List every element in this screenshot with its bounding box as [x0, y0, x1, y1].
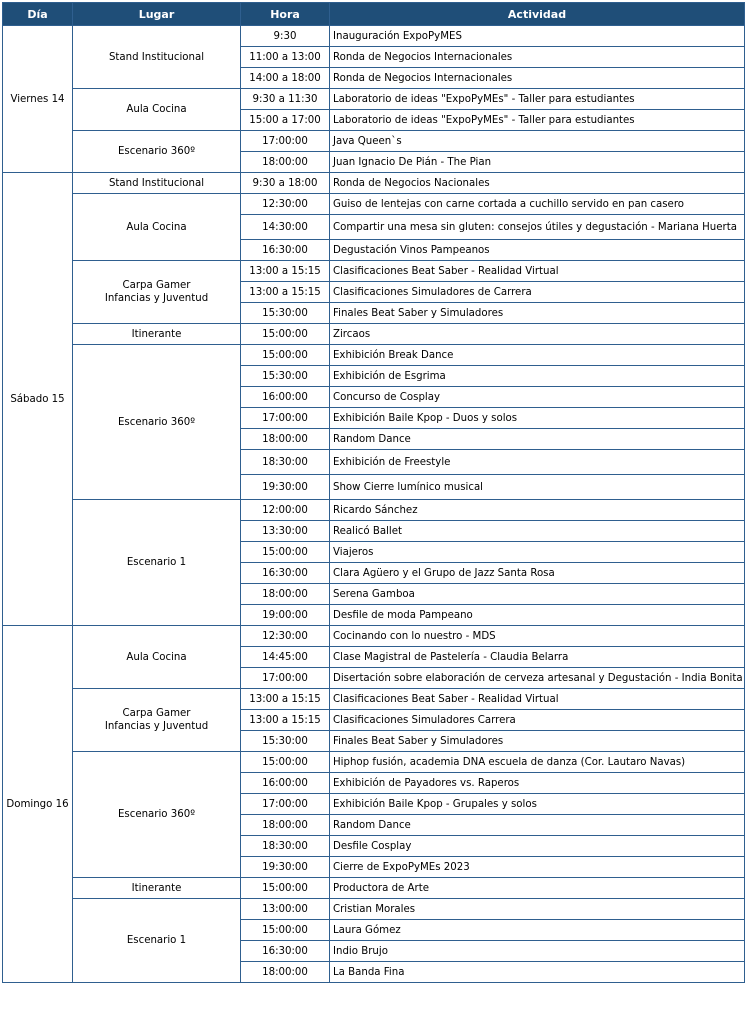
table-row	[3, 26, 745, 47]
time-cell: 15:00:00	[241, 542, 330, 563]
day-cell: Domingo 16	[3, 626, 73, 983]
venue-name-line: Aula Cocina	[126, 104, 187, 115]
venue-cell	[73, 194, 241, 261]
time-cell: 15:30:00	[241, 303, 330, 324]
activity-cell: Clasificaciones Beat Saber - Realidad Virtual	[330, 261, 745, 282]
time-cell: 17:00:00	[241, 131, 330, 152]
time-cell: 18:30:00	[241, 836, 330, 857]
time-cell: 14:30:00	[241, 215, 330, 240]
time-cell: 13:00 a 15:15	[241, 261, 330, 282]
activity-cell: Hiphop fusión, academia DNA escuela de danza (Cor. Lautaro Navas)	[330, 752, 745, 773]
table-row	[3, 173, 745, 194]
venue-name-line: Aula Cocina	[126, 221, 187, 233]
table-row	[3, 324, 745, 345]
time-cell: 17:00:00	[241, 794, 330, 815]
table-row	[3, 626, 745, 647]
time-cell: 12:30:00	[241, 194, 330, 215]
venue-cell	[73, 89, 241, 131]
time-cell: 9:30 a 18:00	[241, 173, 330, 194]
activity-cell: Viajeros	[330, 542, 745, 563]
time-cell: 16:00:00	[241, 773, 330, 794]
table-row	[3, 689, 745, 710]
activity-cell: Clasificaciones Simuladores de Carrera	[330, 282, 745, 303]
time-cell: 13:00:00	[241, 899, 330, 920]
venue-cell	[73, 899, 241, 983]
table-row	[3, 261, 745, 282]
time-cell: 15:00:00	[241, 345, 330, 366]
table-row	[3, 89, 745, 110]
time-cell: 12:30:00	[241, 626, 330, 647]
activity-cell: Degustación Vinos Pampeanos	[330, 240, 745, 261]
time-cell: 14:00 a 18:00	[241, 68, 330, 89]
venue-name-line: Itinerante	[131, 882, 182, 894]
activity-cell: Realicó Ballet	[330, 521, 745, 542]
activity-cell: Ronda de Negocios Nacionales	[330, 173, 745, 194]
venue-name-line: Escenario 1	[126, 557, 187, 568]
activity-cell: Clasificaciones Simuladores Carrera	[330, 710, 745, 731]
venue-name-line: Infancias y Juventud	[104, 293, 209, 304]
time-cell: 15:00:00	[241, 920, 330, 941]
activity-cell: Exhibición de Freestyle	[330, 450, 745, 475]
activity-cell: Finales Beat Saber y Simuladores	[330, 731, 745, 752]
time-cell: 15:00:00	[241, 324, 330, 345]
activity-cell: Cocinando con lo nuestro - MDS	[330, 626, 745, 647]
table-row	[3, 345, 745, 366]
venue-name-line: Stand Institucional	[108, 177, 205, 189]
time-cell: 13:00 a 15:15	[241, 710, 330, 731]
header-row	[3, 3, 745, 26]
venue-name-line: Escenario 360º	[117, 416, 196, 428]
time-cell: 18:30:00	[241, 450, 330, 475]
activity-cell: Clase Magistral de Pastelería - Claudia Belarra	[330, 647, 745, 668]
activity-cell: Zircaos	[330, 324, 745, 345]
activity-cell: Exhibición Baile Kpop - Duos y solos	[330, 408, 745, 429]
activity-cell: Finales Beat Saber y Simuladores	[330, 303, 745, 324]
day-cell: Viernes 14	[3, 26, 73, 173]
table-row	[3, 899, 745, 920]
activity-cell: Random Dance	[330, 815, 745, 836]
venue-name-line: Itinerante	[131, 328, 182, 340]
time-cell: 14:45:00	[241, 647, 330, 668]
venue-cell	[73, 689, 241, 752]
activity-cell: Desfile Cosplay	[330, 836, 745, 857]
time-cell: 13:00 a 15:15	[241, 282, 330, 303]
header-actividad: Actividad	[330, 3, 745, 26]
time-cell: 19:30:00	[241, 857, 330, 878]
table-row	[3, 752, 745, 773]
activity-cell: Exhibición de Esgrima	[330, 366, 745, 387]
activity-cell: Indio Brujo	[330, 941, 745, 962]
time-cell: 16:00:00	[241, 387, 330, 408]
time-cell: 17:00:00	[241, 668, 330, 689]
table-row	[3, 131, 745, 152]
venue-name-line: Infancias y Juventud	[104, 721, 209, 732]
activity-cell: La Banda Fina	[330, 962, 745, 983]
venue-name-line: Carpa Gamer	[122, 280, 191, 291]
time-cell: 18:00:00	[241, 152, 330, 173]
activity-cell: Show Cierre lumínico musical	[330, 475, 745, 500]
time-cell: 15:00 a 17:00	[241, 110, 330, 131]
time-cell: 19:00:00	[241, 605, 330, 626]
time-cell: 15:00:00	[241, 878, 330, 899]
venue-name-line: Aula Cocina	[126, 651, 187, 663]
venue-cell	[73, 26, 241, 89]
time-cell: 18:00:00	[241, 584, 330, 605]
venue-name-line: Stand Institucional	[108, 51, 205, 63]
time-cell: 16:30:00	[241, 563, 330, 584]
venue-cell	[73, 626, 241, 689]
activity-cell: Guiso de lentejas con carne cortada a cuchillo servido en pan casero	[330, 194, 745, 215]
venue-cell	[73, 173, 241, 194]
activity-cell: Laura Gómez	[330, 920, 745, 941]
venue-cell	[73, 500, 241, 626]
venue-cell	[73, 131, 241, 173]
time-cell: 11:00 a 13:00	[241, 47, 330, 68]
activity-cell: Cristian Morales	[330, 899, 745, 920]
time-cell: 9:30 a 11:30	[241, 89, 330, 110]
table-row	[3, 500, 745, 521]
venue-cell	[73, 324, 241, 345]
activity-cell: Laboratorio de ideas "ExpoPyMEs" - Taller para estudiantes	[330, 89, 745, 110]
venue-name-line: Carpa Gamer	[122, 708, 191, 719]
time-cell: 15:30:00	[241, 366, 330, 387]
header-hora: Hora	[241, 3, 330, 26]
activity-cell: Ronda de Negocios Internacionales	[330, 68, 745, 89]
header-lugar: Lugar	[73, 3, 241, 26]
time-cell: 19:30:00	[241, 475, 330, 500]
venue-name-line: Escenario 1	[126, 935, 187, 946]
activity-cell: Clasificaciones Beat Saber - Realidad Virtual	[330, 689, 745, 710]
time-cell: 16:30:00	[241, 240, 330, 261]
activity-cell: Ronda de Negocios Internacionales	[330, 47, 745, 68]
time-cell: 13:00 a 15:15	[241, 689, 330, 710]
activity-cell: Cierre de ExpoPyMEs 2023	[330, 857, 745, 878]
activity-cell: Clara Agüero y el Grupo de Jazz Santa Rosa	[330, 563, 745, 584]
table-row	[3, 194, 745, 215]
time-cell: 15:00:00	[241, 752, 330, 773]
activity-cell: Concurso de Cosplay	[330, 387, 745, 408]
activity-cell: Java Queen`s	[330, 131, 745, 152]
activity-cell: Serena Gamboa	[330, 584, 745, 605]
day-cell: Sábado 15	[3, 173, 73, 626]
venue-name-line: Escenario 360º	[117, 809, 196, 820]
venue-cell	[73, 345, 241, 500]
table-row	[3, 878, 745, 899]
time-cell: 12:00:00	[241, 500, 330, 521]
header-dia: Día	[3, 3, 73, 26]
venue-cell	[73, 752, 241, 878]
activity-cell: Compartir una mesa sin gluten: consejos útiles y degustación - Mariana Huerta	[330, 215, 745, 240]
activity-cell: Ricardo Sánchez	[330, 500, 745, 521]
activity-cell: Disertación sobre elaboración de cerveza artesanal y Degustación - India Bonita	[330, 668, 745, 689]
time-cell: 9:30	[241, 26, 330, 47]
activity-cell: Random Dance	[330, 429, 745, 450]
activity-cell: Productora de Arte	[330, 878, 745, 899]
time-cell: 17:00:00	[241, 408, 330, 429]
activity-cell: Inauguración ExpoPyMES	[330, 26, 745, 47]
time-cell: 13:30:00	[241, 521, 330, 542]
schedule-table	[2, 2, 745, 983]
activity-cell: Exhibición Baile Kpop - Grupales y solos	[330, 794, 745, 815]
time-cell: 18:00:00	[241, 429, 330, 450]
time-cell: 16:30:00	[241, 941, 330, 962]
activity-cell: Desfile de moda Pampeano	[330, 605, 745, 626]
time-cell: 18:00:00	[241, 815, 330, 836]
activity-cell: Juan Ignacio De Pián - The Pian	[330, 152, 745, 173]
activity-cell: Laboratorio de ideas "ExpoPyMEs" - Taller para estudiantes	[330, 110, 745, 131]
time-cell: 15:30:00	[241, 731, 330, 752]
venue-name-line: Escenario 360º	[117, 146, 196, 157]
venue-cell	[73, 261, 241, 324]
activity-cell: Exhibición de Payadores vs. Raperos	[330, 773, 745, 794]
venue-cell	[73, 878, 241, 899]
activity-cell: Exhibición Break Dance	[330, 345, 745, 366]
schedule-body	[3, 26, 745, 983]
time-cell: 18:00:00	[241, 962, 330, 983]
